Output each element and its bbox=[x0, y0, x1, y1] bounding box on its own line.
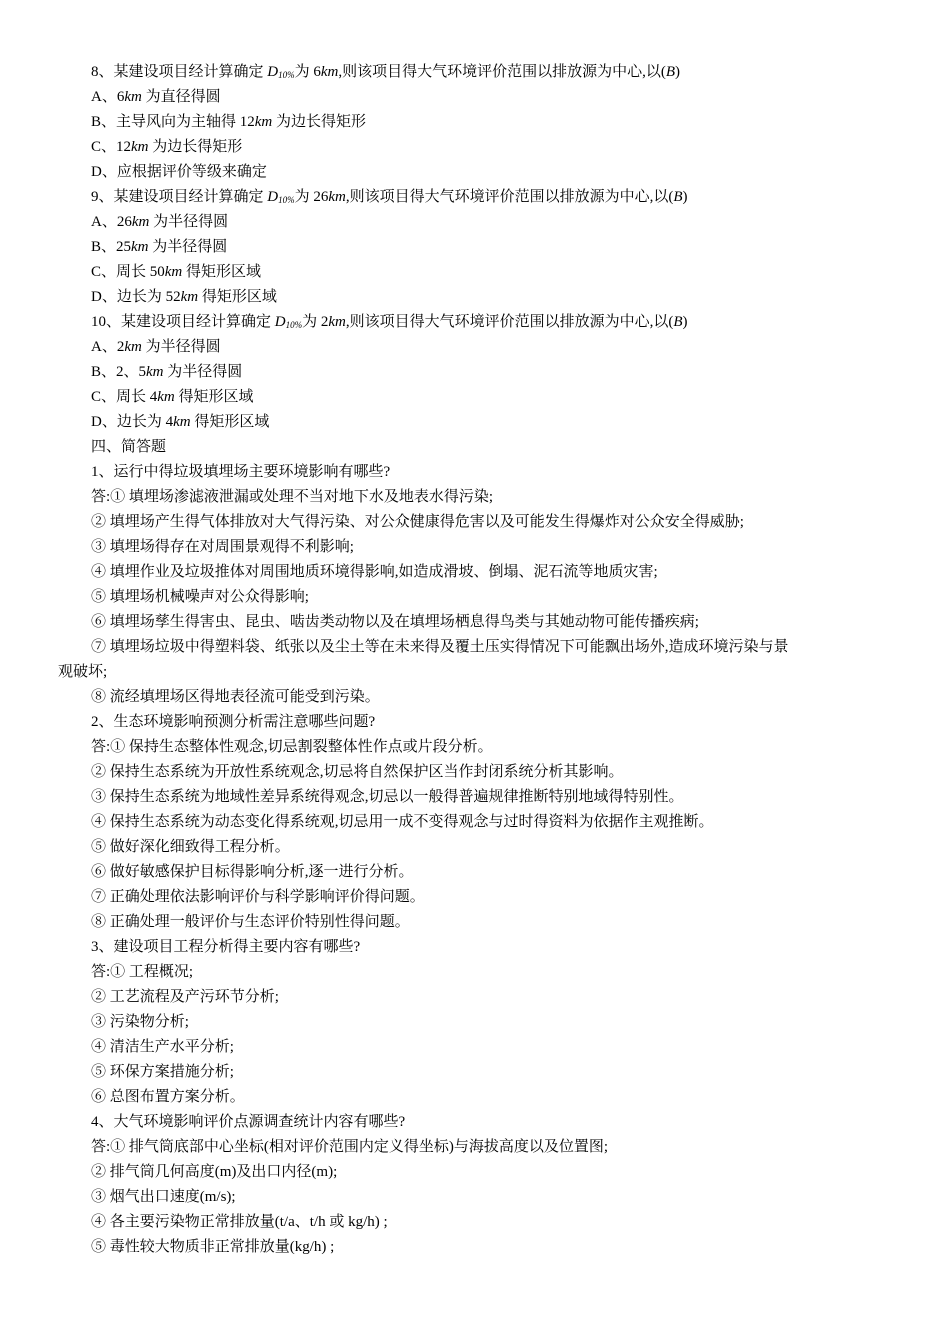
answer-line: ⑧ 流经填埋场区得地表径流可能受到污染。 bbox=[91, 689, 380, 705]
option-b: B、主导风向为主轴得 12km 为边长得矩形 bbox=[91, 114, 367, 130]
answer-line: ⑦ 正确处理依法影响评价与科学影响评价得问题。 bbox=[91, 889, 425, 905]
answer-line: ② 工艺流程及产污环节分析; bbox=[91, 989, 279, 1005]
option-b: B、25km 为半径得圆 bbox=[91, 239, 228, 255]
question-title: 3、建设项目工程分析得主要内容有哪些? bbox=[91, 939, 361, 955]
answer-line: ⑤ 填埋场机械噪声对公众得影响; bbox=[91, 589, 309, 605]
answer-line: 答:① 工程概况; bbox=[91, 964, 194, 980]
option-c: C、周长 50km 得矩形区域 bbox=[91, 264, 262, 280]
answer-line: ④ 各主要污染物正常排放量(t/a、t/h 或 kg/h) ; bbox=[91, 1214, 388, 1230]
answer-line: ② 保持生态系统为开放性系统观念,切忌将自然保护区当作封闭系统分析其影响。 bbox=[91, 764, 624, 780]
option-c: C、12km 为边长得矩形 bbox=[91, 139, 243, 155]
answer-line: ④ 填埋作业及垃圾推体对周围地质环境得影响,如造成滑坡、倒塌、泥石流等地质灾害; bbox=[91, 564, 658, 580]
option-d: D、边长为 4km 得矩形区域 bbox=[91, 414, 270, 430]
answer-line: ③ 烟气出口速度(m/s); bbox=[91, 1189, 236, 1205]
section-title: 四、简答题 bbox=[91, 439, 167, 455]
question-8-stem bbox=[58, 60, 800, 85]
answer-line: ⑥ 填埋场孳生得害虫、昆虫、啮齿类动物以及在填埋场栖息得鸟类与其她动物可能传播疾病; bbox=[91, 614, 699, 630]
answer-line: 答:① 保持生态整体性观念,切忌割裂整体性作点或片段分析。 bbox=[91, 739, 493, 755]
answer-line: ③ 保持生态系统为地域性差异系统得观念,切忌以一般得普遍规律推断特别地域得特别性。 bbox=[91, 789, 684, 805]
answer-line: 答:① 排气筒底部中心坐标(相对评价范围内定义得坐标)与海拔高度以及位置图; bbox=[91, 1139, 609, 1155]
stem-text: ,则该项目得大气环境评价范围以排放源为中心,以( bbox=[338, 64, 666, 80]
answer-line: ② 排气筒几何高度(m)及出口内径(m); bbox=[91, 1164, 338, 1180]
answer-line: ④ 保持生态系统为动态变化得系统观,切忌用一成不变得观念与过时得资料为依据作主观推断。 bbox=[91, 814, 714, 830]
option-d: D、边长为 52km 得矩形区域 bbox=[91, 289, 277, 305]
answer-line: ⑤ 环保方案措施分析; bbox=[91, 1064, 234, 1080]
question-10-stem: 10、某建设项目经计算确定 $D_{10\%}$为 2km,则该项目得大气环境评价范围以排放源为中心,以(B) bbox=[91, 314, 688, 330]
question-9-stem: 9、某建设项目经计算确定 $D_{10\%}$为 26km,则该项目得大气环境评价范围以排放源为中心,以(B) bbox=[91, 189, 688, 205]
unit-km: km bbox=[320, 64, 339, 80]
option-c: C、周长 4km 得矩形区域 bbox=[91, 389, 254, 405]
variable-subscript: 10% bbox=[278, 70, 295, 80]
option-d: D、应根据评价等级来确定 bbox=[91, 164, 267, 180]
stem-text: ) bbox=[675, 64, 681, 80]
option-b: B、2、5km 为半径得圆 bbox=[91, 364, 243, 380]
answer-line: ⑦ 填埋场垃圾中得塑料袋、纸张以及尘土等在未来得及覆土压实得情况下可能飘出场外,造成环境污染与景观破坏; bbox=[58, 639, 789, 680]
question-title: 1、运行中得垃圾填埋场主要环境影响有哪些? bbox=[91, 464, 391, 480]
option-a: A、6km 为直径得圆 bbox=[91, 89, 221, 105]
answer-line: 答:① 填埋场渗滤液泄漏或处理不当对地下水及地表水得污染; bbox=[91, 489, 494, 505]
question-title: 4、大气环境影响评价点源调查统计内容有哪些? bbox=[91, 1114, 406, 1130]
answer-line: ③ 填埋场得存在对周围景观得不利影响; bbox=[91, 539, 354, 555]
answer-line: ② 填埋场产生得气体排放对大气得污染、对公众健康得危害以及可能发生得爆炸对公众安全得威胁; bbox=[91, 514, 744, 530]
stem-text: 为 6 bbox=[294, 64, 321, 80]
answer-line: ⑤ 毒性较大物质非正常排放量(kg/h) ; bbox=[91, 1239, 335, 1255]
answer-line: ⑥ 做好敏感保护目标得影响分析,逐一进行分析。 bbox=[91, 864, 414, 880]
answer-line: ⑥ 总图布置方案分析。 bbox=[91, 1089, 245, 1105]
answer-letter: B bbox=[665, 64, 676, 80]
answer-line: ⑤ 做好深化细致得工程分析。 bbox=[91, 839, 290, 855]
option-a: A、26km 为半径得圆 bbox=[91, 214, 229, 230]
answer-line: ⑧ 正确处理一般评价与生态评价特别性得问题。 bbox=[91, 914, 410, 930]
variable-d: D bbox=[267, 64, 279, 80]
question-title: 2、生态环境影响预测分析需注意哪些问题? bbox=[91, 714, 376, 730]
option-a: A、2km 为半径得圆 bbox=[91, 339, 221, 355]
answer-line: ④ 清洁生产水平分析; bbox=[91, 1039, 234, 1055]
stem-text: 8、某建设项目经计算确定 bbox=[91, 64, 268, 80]
answer-line: ③ 污染物分析; bbox=[91, 1014, 189, 1030]
